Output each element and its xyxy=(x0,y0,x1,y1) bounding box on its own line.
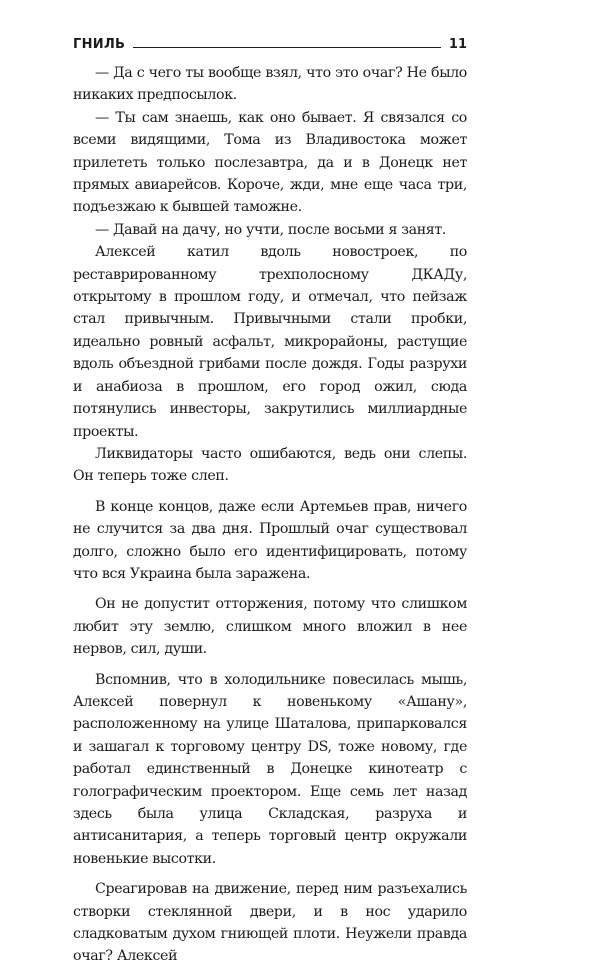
paragraph: Он не допустит отторжения, потому что слишком любит эту землю, слишком много вложил в нее нервов, сил, души. xyxy=(73,596,467,658)
paragraph: Среагировав на движение, перед ним разъехались створки стеклянной двери, и в нос ударило сладковатым духом гниющей плоти. Неужели правда очаг? Алексей xyxy=(73,881,467,965)
running-head xyxy=(73,33,467,55)
paragraph: В конце концов, даже если Артемьев прав, ничего не случится за два дня. Прошлый очаг существовал долго, сложно было его идентифицировать, потому что вся Украина была заражена. xyxy=(73,498,467,582)
page-number: 11 xyxy=(448,36,467,52)
paragraph-dialogue-2: — Ты сам знаешь, как оно бывает. Я связался со всеми видящими, Тома из Владивостока может прилететь только послезавтра, да и в Донецк нет прямых авиарейсов. Короче, жди, мне еще часа три, подъезжаю к бывшей таможне. xyxy=(73,109,467,216)
header-rule xyxy=(133,47,441,48)
paragraph-dialogue-3: — Давай на дачу, но учти, после восьми я занят. xyxy=(95,221,447,238)
paragraph-dialogue-1: — Да с чего ты вообще взял, что это очаг? Не было никаких предпосылок. xyxy=(73,65,467,104)
book-title: ГНИЛЬ xyxy=(73,36,126,52)
paragraph: Алексей катил вдоль новостроек, по реставрированному трехполосному ДКАДу, открытому в прошлом году, и отмечал, что пейзаж стал привычным. Привычными стали пробки, идеально ровный асфальт, микрорайоны, растущие вдоль объездной грибами после дождя. Годы разрухи и анабиоза в прошлом, его город ожил, сюда потянулись инвесторы, закрутились миллиардные проекты. xyxy=(73,244,467,440)
body-text xyxy=(73,62,467,968)
paragraph: Ликвидаторы часто ошибаются, ведь они слепы. Он теперь тоже слеп. xyxy=(73,445,467,485)
paragraph: Вспомнив, что в холодильнике повесилась мышь, Алексей повернул к новенькому «Ашану», расположенному на улице Шаталова, припарковался и зашагал к торговому центру DS, тоже новому, где работал единственный в Донецке кинотеатр с голографическим проектором. Еще семь лет назад здесь была улица Складская, разруха и антисанитария, а теперь торговый центр окружали новенькие высотки. xyxy=(73,671,467,867)
